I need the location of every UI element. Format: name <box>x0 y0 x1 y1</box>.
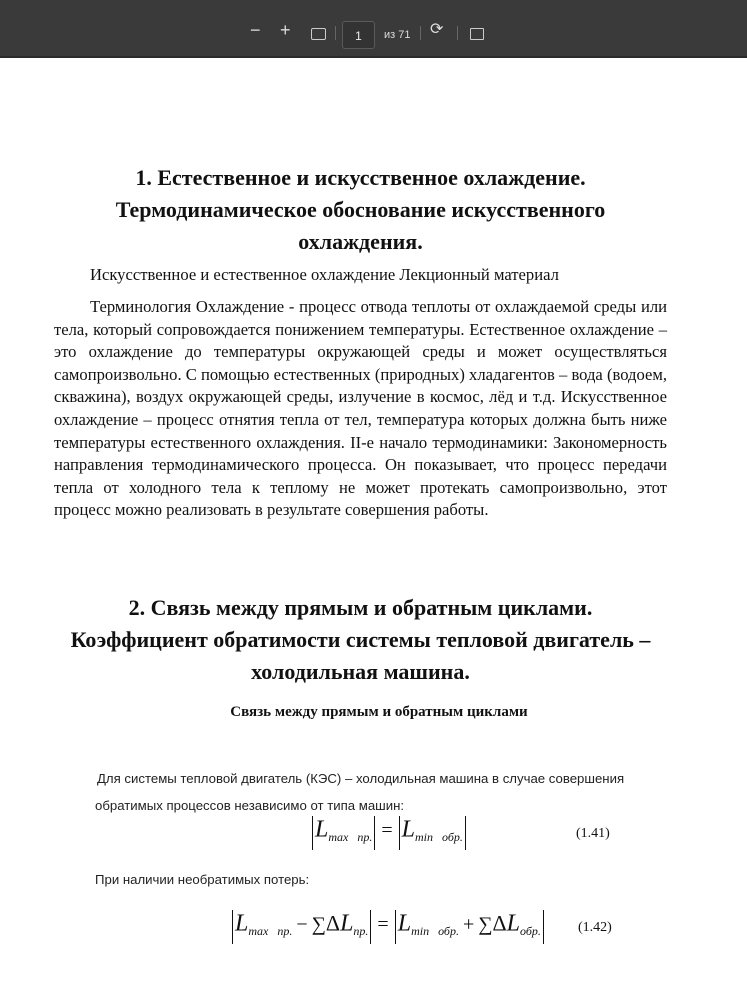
section1-title: 1. Естественное и искусственное охлаждение. Термодинамическое обоснование искусственного охлаждения. <box>115 165 606 254</box>
zoom-out-button[interactable]: − <box>250 20 261 40</box>
page-number-input[interactable]: 1 <box>342 21 375 49</box>
equation-number: (1.42) <box>578 920 612 935</box>
paragraph-line: Для системы тепловой двигатель (КЭС) – холодильная машина в случае совершения <box>97 771 625 786</box>
body-paragraph: Терминология Охлаждение - процесс отвода теплоты от охлаждаемой среды или тела, который сопровождается понижением температуры. Естественное охлаждение – это охлаждение до температуры окружающей среды и может осуществляться самопроизвольно. С помощью естественных (природных) хладагентов – вода (водоем, скважина), воздух окружающей среды, излучение в космос, лёд и т.д. Искусственное охлаждение – процесс отнятия тепла от тел, температура которых должна быть ниже температуры естественного охлаждения. II-е начало термодинамики: Закономерность направления термодинамического процесса. Он показывает, что процесс передачи тепла от холодного тела к теплому не может протекать самопроизвольно, этот процесс можно реализовать в результате совершения работы. <box>54 297 667 520</box>
separator <box>335 26 336 40</box>
page-view-icon[interactable] <box>470 28 484 40</box>
subtitle: Связь между прямым и обратным циклами <box>230 704 528 720</box>
equation-1-42: $L_{max пр.} - \sum\Delta L_{пр.} = L_{min обр.} + \sum\Delta L_{обр.}$ <box>230 910 546 944</box>
page-count: из 71 <box>384 29 411 41</box>
pdf-toolbar <box>0 0 747 58</box>
paragraph-line: обратимых процессов независимо от типа машин: <box>95 798 405 813</box>
equation-number: (1.41) <box>576 826 610 841</box>
fit-page-icon[interactable] <box>311 28 326 40</box>
section2-title: 2. Связь между прямым и обратным циклами. Коэффициент обратимости системы тепловой двигатель – холодильная машина. <box>70 595 651 684</box>
rotate-icon[interactable]: ⟳ <box>430 21 444 38</box>
paragraph-line: При наличии необратимых потерь: <box>95 872 310 887</box>
separator <box>420 26 421 40</box>
intro-text: Искусственное и естественное охлаждение Лекционный материал <box>90 265 559 284</box>
equation-1-41: $L_{max пр.} = L_{min обр.}$ <box>310 816 468 850</box>
separator <box>457 26 458 40</box>
zoom-in-button[interactable]: + <box>280 20 291 40</box>
